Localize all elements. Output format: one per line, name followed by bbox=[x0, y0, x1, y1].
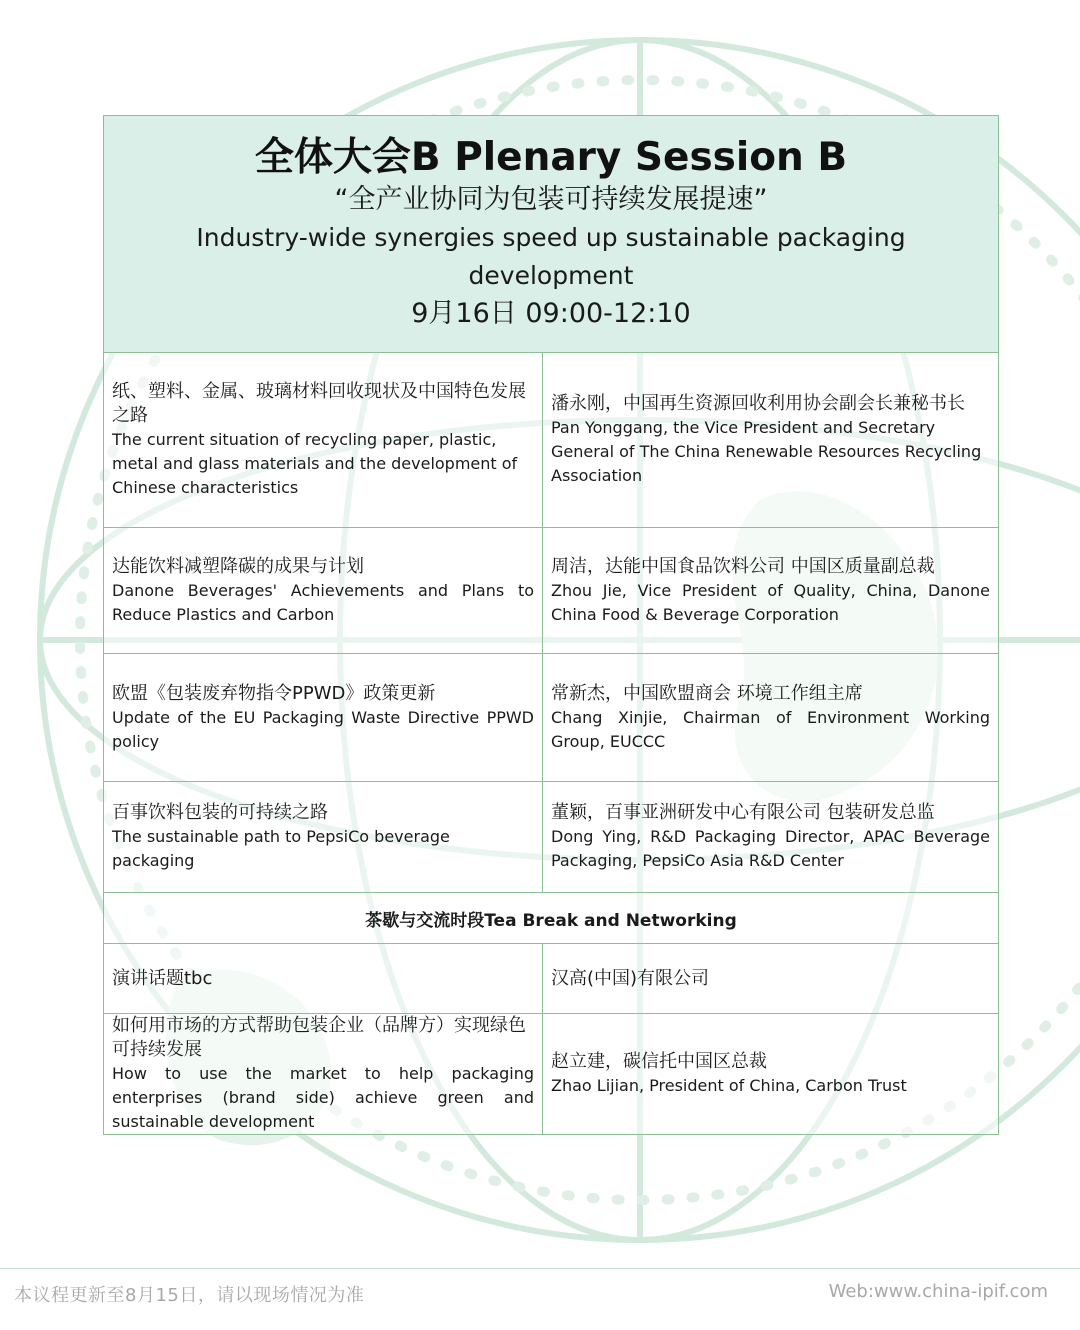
topic-cell bbox=[104, 1014, 543, 1135]
session-title: 全体大会B Plenary Session B bbox=[254, 135, 848, 180]
footer-divider bbox=[0, 1268, 1080, 1269]
agenda-row bbox=[104, 528, 999, 654]
topic-cn: 达能饮料减塑降碳的成果与计划 bbox=[112, 555, 364, 577]
speaker-en: Zhao Lijian, President of China, Carbon Trust bbox=[551, 1076, 907, 1095]
speaker-en: Dong Ying, R&D Packaging Director, APAC Beverage Packaging, PepsiCo Asia R&D Center bbox=[551, 827, 990, 870]
topic-cn: 欧盟《包装废弃物指令PPWD》政策更新 bbox=[112, 682, 436, 704]
topic-cn: 演讲话题tbc bbox=[112, 967, 213, 989]
topic-cell bbox=[104, 654, 543, 782]
session-subtitle-en: Industry-wide synergies speed up sustainable packaging development bbox=[196, 223, 906, 290]
agenda-row bbox=[104, 944, 999, 1014]
speaker-cell bbox=[543, 782, 999, 893]
speaker-en: Zhou Jie, Vice President of Quality, China, Danone China Food & Beverage Corporation bbox=[551, 580, 990, 624]
agenda-row bbox=[104, 782, 999, 893]
speaker-cn: 汉高(中国)有限公司 bbox=[551, 967, 710, 989]
topic-cell bbox=[104, 528, 543, 654]
topic-en: The sustainable path to PepsiCo beverage packaging bbox=[112, 827, 450, 870]
speaker-cn: 赵立建，碳信托中国区总裁 bbox=[551, 1051, 767, 1072]
footer-website: Web:www.china-ipif.com bbox=[828, 1281, 1048, 1302]
speaker-cn: 周洁，达能中国食品饮料公司 中国区质量副总裁 bbox=[551, 555, 935, 577]
agenda-row bbox=[104, 654, 999, 782]
speaker-cell bbox=[543, 654, 999, 782]
agenda-table bbox=[103, 115, 999, 1135]
topic-cell bbox=[104, 944, 543, 1014]
speaker-cn: 潘永刚，中国再生资源回收利用协会副会长兼秘书长 bbox=[551, 393, 965, 414]
tea-break-label: 茶歇与交流时段Tea Break and Networking bbox=[104, 893, 999, 944]
topic-cell bbox=[104, 782, 543, 893]
speaker-cn: 常新杰，中国欧盟商会 环境工作组主席 bbox=[551, 682, 863, 704]
speaker-en: Chang Xinjie, Chairman of Environment Working Group, EUCCC bbox=[551, 707, 990, 751]
speaker-cn: 董颖，百事亚洲研发中心有限公司 包装研发总监 bbox=[551, 802, 935, 823]
topic-cn: 百事饮料包装的可持续之路 bbox=[112, 802, 328, 823]
agenda-row bbox=[104, 1014, 999, 1135]
speaker-cell bbox=[543, 1014, 999, 1135]
topic-en: The current situation of recycling paper, plastic, metal and glass materials and the development of Chinese characteristics bbox=[112, 430, 518, 497]
topic-en: Danone Beverages' Achievements and Plans to Reduce Plastics and Carbon bbox=[112, 580, 534, 624]
topic-en: Update of the EU Packaging Waste Directive PPWD policy bbox=[112, 707, 534, 751]
speaker-cell bbox=[543, 528, 999, 654]
topic-cn: 纸、塑料、金属、玻璃材料回收现状及中国特色发展之路 bbox=[112, 381, 526, 426]
session-header bbox=[104, 116, 999, 353]
topic-cell bbox=[104, 353, 543, 528]
topic-cn: 如何用市场的方式帮助包装企业（品牌方）实现绿色可持续发展 bbox=[112, 1015, 526, 1060]
speaker-en: Pan Yonggang, the Vice President and Secretary General of The China Renewable Resources Recycling Association bbox=[551, 418, 982, 485]
speaker-cell bbox=[543, 944, 999, 1014]
agenda-row bbox=[104, 353, 999, 528]
speaker-cell bbox=[543, 353, 999, 528]
topic-en: How to use the market to help packaging enterprises (brand side) achieve green and sustainable development bbox=[112, 1064, 534, 1131]
session-date: 9月16日 09:00-12:10 bbox=[411, 298, 691, 329]
footer-update-note: 本议程更新至8月15日，请以现场情况为准 bbox=[14, 1285, 365, 1306]
session-subtitle-cn: “全产业协同为包装可持续发展提速” bbox=[334, 184, 768, 215]
break-row bbox=[104, 893, 999, 944]
